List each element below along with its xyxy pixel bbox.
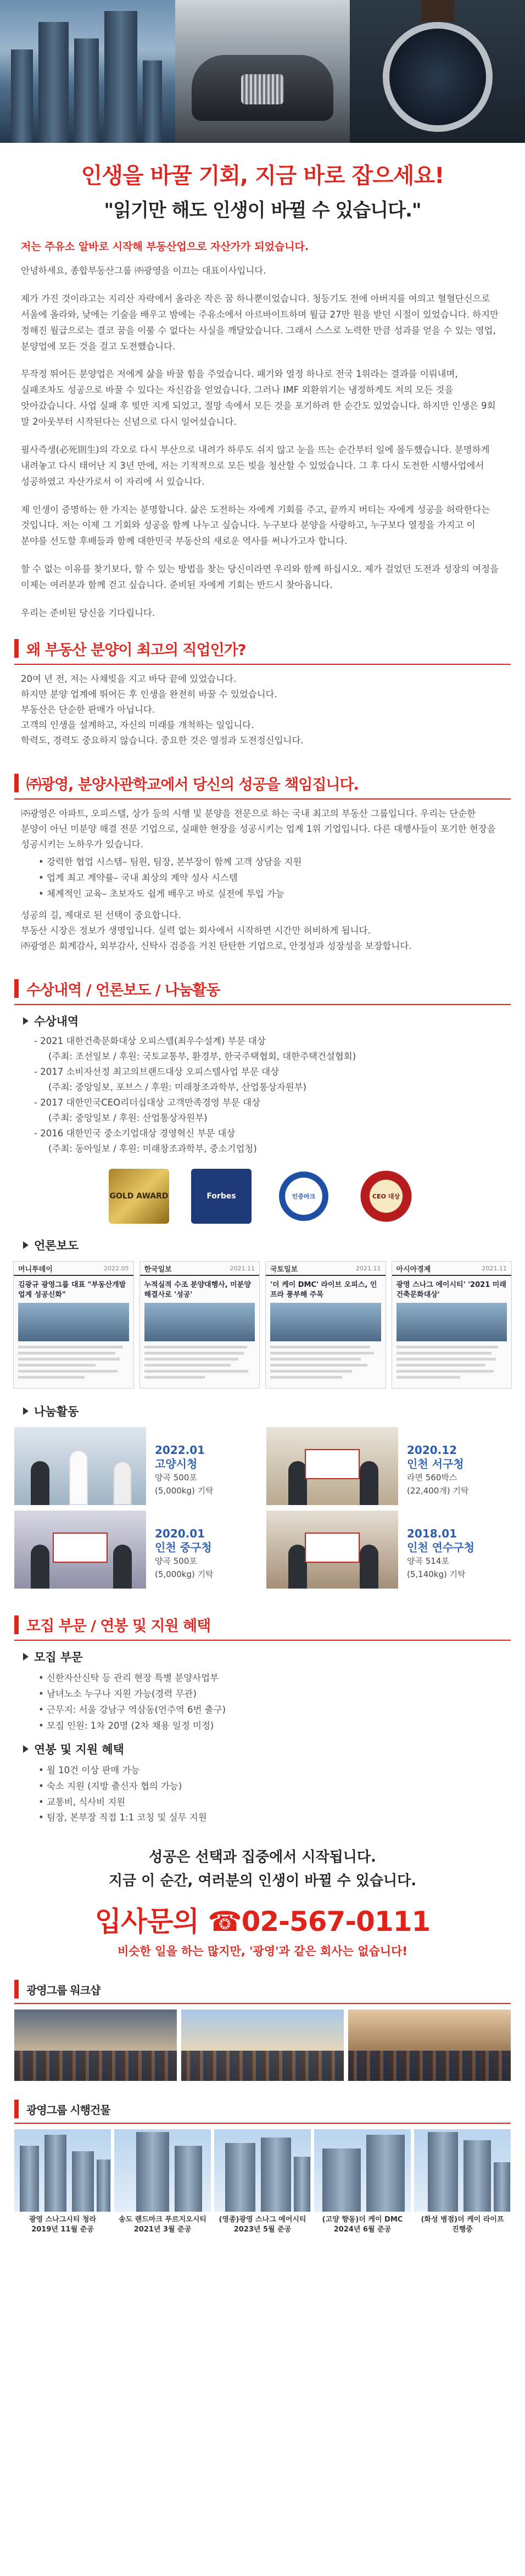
press-body xyxy=(266,1341,386,1386)
workshop-photo xyxy=(348,2009,511,2081)
building-card xyxy=(314,2129,411,2234)
story-paragraph: 우리는 준비된 당신을 기다립니다. xyxy=(21,607,155,618)
sharing-photo xyxy=(266,1511,398,1589)
sharing-desc: 라면 560박스 xyxy=(407,1473,457,1483)
ceo-award-emblem: CEO 대상 xyxy=(356,1169,416,1224)
building-card xyxy=(414,2129,511,2234)
benefit-item: • 교통비, 식사비 지원 xyxy=(38,1795,525,1811)
section-bar xyxy=(14,774,19,792)
headline-sub: "읽기만 해도 인생이 바뀔 수 있습니다." xyxy=(104,199,421,221)
story-paragraph: 안녕하세요, 종합부동산그룹 ㈜광영을 이끄는 대표이사입니다. xyxy=(21,265,266,276)
workshop-photo xyxy=(14,2009,177,2081)
building-name: 광영 스나그시티 청라 xyxy=(29,2216,97,2224)
workshop-photos xyxy=(0,2004,525,2086)
building-date: 2019년 11월 준공 xyxy=(31,2225,94,2234)
sharing-desc: (5,000kg) 기탁 xyxy=(155,1569,214,1580)
press-headline: 광영 스나그 에이시티' '2021 미래건축문화대상' xyxy=(396,1281,506,1299)
press-paper: 아시아경제 xyxy=(396,1265,431,1274)
benefit-item: • 월 10건 이상 판매 가능 xyxy=(38,1763,525,1779)
award-item: - 2017 소비자선정 최고의브랜드대상 오피스텔사업 부문 대상 xyxy=(34,1066,280,1077)
section-bar xyxy=(14,979,19,998)
luxury-car-image xyxy=(175,0,350,143)
bullet-item: • 업계 최고 계약률– 국내 최상의 계약 성사 시스템 xyxy=(38,870,525,886)
sharing-place: 인천 연수구청 xyxy=(407,1541,474,1555)
building-date: 진행중 xyxy=(452,2225,473,2234)
award-item: - 2017 대한민국CEO리더십대상 고객만족경영 부문 대상 xyxy=(34,1097,260,1108)
award-sponsor: (주최: 중앙일보 / 후원: 산업통상자원부) xyxy=(48,1113,208,1124)
bullet-item: • 강력한 협업 시스템– 팀원, 팀장, 본부장이 함께 고객 상담을 지원 xyxy=(38,854,525,870)
section-title: 왜 부동산 분양이 최고의 직업인가? xyxy=(26,641,246,659)
position-item: • 신한자산신탁 등 관리 현장 특별 분양사업부 xyxy=(38,1670,525,1686)
section-title: 광영그룹 워크샵 xyxy=(26,1983,100,1997)
building-photo xyxy=(114,2129,211,2212)
sharing-date: 2020.12 xyxy=(407,1444,457,1457)
why-line: 부동산은 단순한 판매가 아닙니다. xyxy=(21,704,155,715)
press-card[interactable] xyxy=(392,1261,512,1389)
press-card[interactable] xyxy=(139,1261,260,1389)
contact-phone-link[interactable]: 입사문의 ☎02-567-0111 xyxy=(94,1906,431,1938)
story-paragraph: 무작정 뛰어든 분양업은 저에게 삶을 바꿀 힘을 주었습니다. 패기와 열정 하나로 전국 1위라는 결과를 이뤄내며, 실패조차도 성공으로 바꿀 수 있다는 자신감을 얻었습니다. 그러나 IMF 외환위기는 냉정하게도 저의 모든 것을 앗아갔습니다. 사업 실패 후 빚만 지게 되었고, 절망 속에서 모든 것을 포기하려 한 순간도 있었습니다. 하지만 인생은 9회 말 2아웃부터 시작된다는 신념으로 다시 일어섰습니다. xyxy=(21,369,496,427)
subsection-benefits xyxy=(0,1737,525,1761)
why-line: 학력도, 경력도 중요하지 않습니다. 중요한 것은 열정과 도전정신입니다. xyxy=(21,735,304,746)
headline xyxy=(0,143,525,222)
sharing-grid xyxy=(0,1423,525,1593)
gold-award-logo: GOLD AWARD xyxy=(109,1169,169,1224)
why-text xyxy=(0,665,525,748)
press-card[interactable] xyxy=(265,1261,386,1389)
certification-emblem: 인증마크 xyxy=(273,1169,334,1224)
call-to-action xyxy=(0,1829,525,1959)
story-paragraph: 제 인생이 증명하는 한 가지는 분명합니다. 삶은 도전하는 자에게 기회를 주고, 끝까지 버티는 자에게 성공을 허락한다는 것입니다. 저는 이제 그 기회와 성공을 함께 나누고 싶습니다. 누구보다 분양을 사랑하고, 누구보다 열정을 가지고 이 분야를 선도할 후배들과 함께 대한민국 부동산의 새로운 역사를 써나가고자 합니다. xyxy=(21,504,490,547)
sharing-photo xyxy=(266,1427,398,1505)
building-photo xyxy=(214,2129,311,2212)
press-body xyxy=(140,1341,260,1386)
building-photo xyxy=(314,2129,411,2212)
section-why xyxy=(14,634,511,664)
building-date: 2021년 3월 준공 xyxy=(133,2225,192,2234)
building-card xyxy=(214,2129,311,2234)
press-cards xyxy=(0,1257,525,1394)
sharing-place: 인천 중구청 xyxy=(155,1541,212,1555)
sharing-date: 2020.01 xyxy=(155,1527,205,1541)
sharing-place: 고양시청 xyxy=(155,1457,198,1471)
award-sponsor: (주최: 중앙일보, 포브스 / 후원: 미래창조과학부, 산업통상자원부) xyxy=(48,1082,306,1093)
company-paragraph: 성공의 길, 제대로 된 선택이 중요합니다. xyxy=(21,909,181,920)
press-date: 2021.11 xyxy=(230,1264,255,1272)
award-sponsor: (주최: 동아일보 / 후원: 미래창조과학부, 중소기업청) xyxy=(48,1143,257,1154)
section-title: ㈜광영, 분양사관학교에서 당신의 성공을 책임집니다. xyxy=(26,776,359,793)
press-photo xyxy=(396,1303,507,1341)
section-buildings xyxy=(14,2095,511,2123)
sharing-item xyxy=(14,1427,259,1505)
sharing-item xyxy=(266,1427,511,1505)
ceo-story xyxy=(0,222,525,621)
benefit-item: • 숙소 지원 (지방 출신자 협의 가능) xyxy=(38,1779,525,1795)
section-title: 모집 부문 / 연봉 및 지원 혜택 xyxy=(26,1618,211,1635)
press-paper: 한국일보 xyxy=(144,1265,172,1274)
press-date: 2022.05 xyxy=(104,1264,129,1272)
benefit-item: • 팀장, 본부장 직접 1:1 코칭 및 실무 지원 xyxy=(38,1810,525,1826)
forbes-logo: Forbes xyxy=(191,1169,252,1224)
section-bar xyxy=(14,639,19,658)
city-skyline-image xyxy=(0,0,175,143)
sharing-desc: 양곡 500포 xyxy=(155,1556,197,1567)
divider xyxy=(14,1004,511,1005)
press-photo xyxy=(18,1303,129,1341)
building-photo xyxy=(414,2129,511,2212)
triangle-icon xyxy=(23,1653,29,1661)
subsection-title: 언론보도 xyxy=(34,1239,79,1253)
press-paper: 머니투데이 xyxy=(18,1265,53,1274)
why-line: 20여 년 전, 저는 사채빚을 지고 바닥 끝에 있었습니다. xyxy=(21,673,237,684)
section-workshop xyxy=(14,1975,511,2003)
building-photo xyxy=(14,2129,111,2212)
subsection-title: 수상내역 xyxy=(34,1014,79,1028)
building-name: 송도 랜드마크 푸르지오시티 xyxy=(119,2216,206,2224)
building-date: 2023년 5월 준공 xyxy=(233,2225,292,2234)
award-list xyxy=(0,1032,525,1157)
why-line: 하지만 분양 업계에 뛰어든 후 인생을 완전히 바꿀 수 있었습니다. xyxy=(21,689,277,699)
press-paper: 국토일보 xyxy=(270,1265,298,1274)
award-item: - 2016 대한민국 중소기업대상 경영혁신 부문 대상 xyxy=(34,1128,236,1139)
press-photo xyxy=(270,1303,381,1341)
section-recruit xyxy=(14,1609,511,1640)
sharing-place: 인천 서구청 xyxy=(407,1457,464,1471)
subsection-awards xyxy=(0,1009,525,1032)
company-paragraph: ㈜광영은 회계감사, 외부감사, 신탁사 검증을 거친 탄탄한 기업으로, 안정성과 성장성을 보장합니다. xyxy=(21,940,412,951)
building-card xyxy=(114,2129,211,2234)
building-card xyxy=(14,2129,111,2234)
section-title: 광영그룹 시행건물 xyxy=(26,2103,110,2117)
divider xyxy=(14,1640,511,1641)
company-paragraph: 부동산 시장은 정보가 생명입니다. 실력 없는 회사에서 시작하면 시간만 허비하게 됩니다. xyxy=(21,925,371,936)
press-photo xyxy=(144,1303,255,1341)
subsection-positions xyxy=(0,1645,525,1668)
sharing-item xyxy=(14,1511,259,1589)
section-bar xyxy=(14,1615,19,1634)
workshop-photo xyxy=(181,2009,344,2081)
award-sponsor: (주최: 조선일보 / 후원: 국토교통부, 환경부, 한국주택협회, 대한주택건설협회) xyxy=(48,1051,356,1062)
story-paragraph: 필사즉생(必死則生)의 각오로 다시 부산으로 내려가 하루도 쉬지 않고 눈을 뜨는 순간부터 일에 몰두했습니다. 분명하게 내려놓고 다시 태어난 지 3년 만에, 저는 기적적으로 모든 빚을 청산할 수 있었습니다. 그 후 다시 도전한 시행사업에서 성공하였고 자산가로서 이 자리에 서 있습니다. xyxy=(21,444,490,487)
sharing-date: 2018.01 xyxy=(407,1527,457,1541)
triangle-icon xyxy=(23,1017,29,1025)
sharing-desc: 양곡 514포 xyxy=(407,1556,449,1567)
building-name: (화성 병점)더 케이 라이프 xyxy=(421,2216,504,2224)
triangle-icon xyxy=(23,1745,29,1753)
subsection-title: 모집 부문 xyxy=(34,1651,83,1664)
company-paragraph: ㈜광영은 아파트, 오피스텔, 상가 등의 시행 및 분양을 전문으로 하는 국내 최고의 부동산 그룹입니다. 우리는 단순한 분양이 아닌 미분양 해결 전문 기업으로, 실패한 현장을 성공시키는 업계 1위 기업입니다. 다른 대행사들이 포기한 현장을 성공시키는 노하우가 있습니다. xyxy=(21,808,496,850)
press-body xyxy=(14,1341,133,1386)
sharing-desc: (22,400개) 기탁 xyxy=(407,1486,469,1496)
sharing-photo xyxy=(14,1511,146,1589)
positions-list xyxy=(0,1668,525,1737)
press-headline: 김광규 광영그룹 대표 "부동산개발업계 성공신화" xyxy=(18,1281,126,1299)
sharing-desc: (5,140kg) 기탁 xyxy=(407,1569,466,1580)
triangle-icon xyxy=(23,1407,29,1415)
headline-main: 인생을 바꿀 기회, 지금 바로 잡으세요! xyxy=(81,163,444,188)
cta-line: 성공은 선택과 집중에서 시작됩니다. xyxy=(149,1849,376,1866)
press-card[interactable] xyxy=(13,1261,134,1389)
story-paragraph: 할 수 없는 이유를 찾기보다, 할 수 있는 방법을 찾는 당신이라면 우리와 함께 하십시오. 제가 걸었던 도전과 성장의 여정을 이제는 여러분과 함께 걷고 싶습니다. 준비된 자에게 기회는 반드시 찾아옵니다. xyxy=(21,564,499,590)
company-bullets xyxy=(0,852,525,906)
bullet-item: • 체계적인 교육– 초보자도 쉽게 배우고 바로 실전에 투입 가능 xyxy=(38,886,525,902)
press-headline: '더 케이 DMC' 라이브 오피스, 인프라 풍부해 주목 xyxy=(270,1281,377,1299)
subsection-sharing xyxy=(0,1400,525,1423)
press-date: 2021.11 xyxy=(356,1264,381,1272)
section-title: 수상내역 / 언론보도 / 나눔활동 xyxy=(26,981,220,999)
story-lead: 저는 주유소 알바로 시작해 부동산업으로 자산가가 되었습니다. xyxy=(21,241,309,253)
building-date: 2024년 6월 준공 xyxy=(333,2225,392,2234)
position-item: • 남녀노소 누구나 지원 가능(경력 무관) xyxy=(38,1686,525,1702)
press-headline: 누적실적 수조 분양대행사, 미분양 해결사로 '성공' xyxy=(144,1281,251,1299)
triangle-icon xyxy=(23,1241,29,1249)
press-date: 2021.11 xyxy=(482,1264,507,1272)
subsection-title: 연봉 및 지원 혜택 xyxy=(34,1742,124,1756)
building-name: (영종)광영 스나그 에어시티 xyxy=(219,2216,306,2224)
position-item: • 근무지: 서울 강남구 역삼동(언주역 6번 출구) xyxy=(38,1702,525,1718)
sharing-date: 2022.01 xyxy=(155,1444,205,1457)
sharing-photo xyxy=(14,1427,146,1505)
subsection-press xyxy=(0,1234,525,1257)
section-company xyxy=(14,768,511,798)
benefits-list xyxy=(0,1761,525,1830)
section-bar xyxy=(14,2100,19,2118)
press-body xyxy=(392,1341,512,1386)
buildings-row xyxy=(0,2124,525,2234)
sharing-item xyxy=(266,1511,511,1589)
position-item: • 모집 인원: 1차 20명 (2차 채용 일정 미정) xyxy=(38,1718,525,1734)
why-line: 고객의 인생을 설계하고, 자신의 미래를 개척하는 일입니다. xyxy=(21,719,254,730)
company-text-2 xyxy=(0,906,525,954)
award-item: - 2021 대한건축문화대상 오피스텔(최우수설계) 부문 대상 xyxy=(34,1035,266,1046)
company-text xyxy=(0,800,525,852)
cta-note: 비슷한 일을 하는 많지만, '광영'과 같은 회사는 없습니다! xyxy=(118,1945,407,1958)
subsection-title: 나눔활동 xyxy=(34,1405,79,1419)
building-name: (고양 향동)더 케이 DMC xyxy=(322,2216,403,2224)
section-awards xyxy=(14,974,511,1004)
sharing-desc: 양곡 500포 xyxy=(155,1473,197,1483)
award-logos xyxy=(0,1157,525,1234)
luxury-watch-image xyxy=(350,0,525,143)
story-paragraph: 제가 가진 것이라고는 지리산 자락에서 올라온 작은 꿈 하나뿐이었습니다. 청등기도 전에 아버지를 여의고 혈혈단신으로 서울에 올라와, 낮에는 기술을 배우고 밤에는 주유소에서 아르바이트하며 월급 27만 원을 받던 시절이 있었습니다. 하지만 정해진 월급으로는 결코 꿈을 이룰 수 없다는 사실을 깨달았습니다. 그래서 스스로 노력한 만큼 성과를 얻을 수 있는 영업, 분양업에 모든 것을 걸고 도전했습니다. xyxy=(21,293,499,352)
sharing-desc: (5,000kg) 기탁 xyxy=(155,1486,214,1496)
section-bar xyxy=(14,1980,19,1998)
cta-line: 지금 이 순간, 여러분의 인생이 바뀔 수 있습니다. xyxy=(108,1873,417,1890)
hero-banner xyxy=(0,0,525,143)
